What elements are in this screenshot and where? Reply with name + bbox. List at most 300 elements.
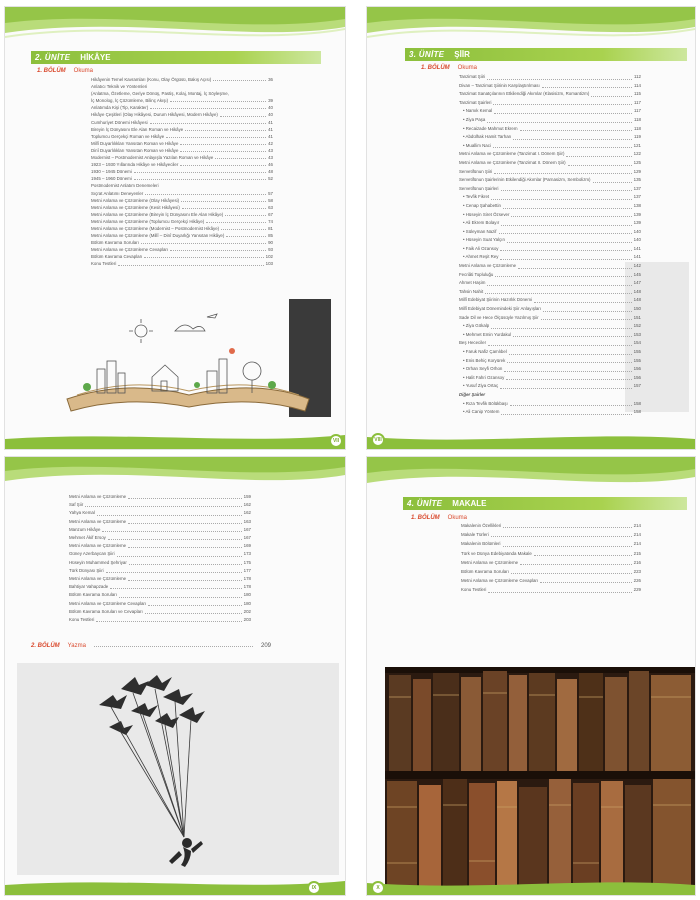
leader-dots [118, 260, 263, 265]
leader-dots [215, 154, 266, 159]
toc-entry [69, 509, 251, 517]
toc-entry-title: • Namık Kemal [463, 107, 492, 116]
toc-entry-title: Makale Türleri [461, 532, 489, 538]
leader-dots [128, 493, 242, 499]
birds-balloon-child-illustration [79, 667, 229, 881]
section-header [37, 68, 93, 74]
toc-entry [459, 245, 641, 254]
unit-header [405, 48, 687, 61]
toc-entry [459, 142, 641, 151]
leader-dots [110, 583, 241, 589]
toc-entry-page: 138 [633, 202, 641, 208]
toc-entry-page: 139 [633, 220, 641, 226]
toc-entry-page: 39 [268, 98, 273, 104]
toc-entry-page: 151 [633, 314, 641, 320]
leader-dots [185, 126, 266, 131]
toc-entry-page: 145 [633, 271, 641, 277]
toc-entry-page: 63 [268, 204, 273, 210]
leader-dots [487, 279, 631, 286]
leader-dots [106, 567, 242, 573]
green-wave-header [367, 7, 695, 53]
toc-entry-title: Modernist – Postmodernist Anlayışla Yazılan Roman ve Hikâye [91, 155, 214, 161]
toc-entry-page: 40 [268, 112, 273, 118]
leader-dots [491, 530, 632, 537]
toc-entry [91, 197, 273, 204]
toc-entry-title: • Ali Canip Yöntem [463, 408, 499, 417]
toc-entry-title: Manzum Hikâye [69, 526, 101, 532]
toc-entry-title: Saf Şiir [69, 502, 84, 508]
toc-entry [459, 400, 641, 409]
toc-entry-title: Bölüm Kavrama Cevapları [91, 254, 143, 260]
toc-entry-page: 114 [634, 82, 641, 88]
leader-dots [180, 140, 266, 145]
leader-dots [543, 305, 632, 312]
toc-entry-page: 216 [633, 559, 641, 565]
toc-entry-page: 67 [268, 211, 273, 217]
leader-dots [206, 218, 266, 223]
toc-entry-page: 125 [633, 159, 641, 165]
toc-entry [69, 608, 251, 616]
toc-entry-page: 137 [633, 185, 641, 191]
toc-entry-page: 202 [243, 608, 251, 614]
toc-entry-title: Servetifünun Şiiri [459, 168, 493, 174]
toc-entry-page: 103 [265, 261, 273, 267]
toc-entry-page: 214 [633, 523, 641, 528]
toc-entry-page: 156 [633, 374, 641, 380]
leader-dots [485, 288, 632, 295]
toc-entry-title: Konu Testleri [91, 261, 117, 267]
page-number: IX [307, 881, 321, 895]
toc-entry-title: Metni Anlama ve Çözümleme Cevapları [91, 247, 169, 253]
toc-entry-page: 40 [268, 105, 273, 111]
toc-entry-page: 167 [243, 535, 251, 541]
section-title: Yazma [67, 643, 86, 649]
toc-entry-title: Tanzimat Şairleri [459, 99, 492, 105]
toc-entry [459, 90, 641, 99]
leader-dots [507, 357, 631, 364]
leader-dots [144, 253, 263, 258]
toc-entry-page: 173 [243, 551, 251, 557]
toc-entry-title: • Mehmet Emin Yurdakul [463, 331, 511, 340]
green-wave-header [5, 7, 345, 53]
toc-entry [459, 408, 641, 417]
toc-entry-title: Beş Hececiler [459, 340, 487, 346]
leader-dots [500, 245, 631, 252]
toc-entry-page: 152 [633, 323, 641, 329]
toc-entry [91, 175, 273, 182]
toc-entry-title: Servetifünun Şairleri [459, 185, 499, 191]
leader-dots [150, 119, 267, 124]
toc-entry-title: Metni Anlama ve Çözümleme (Bireyin İç Dünyasını Ele Alan Hikâye) [91, 211, 224, 217]
leader-dots [117, 550, 242, 556]
toc-entry-title: • Cenap Şahabettin [463, 202, 501, 211]
toc-entry-page: 159 [243, 494, 251, 499]
toc-entry-title: Türk Dünyası Şiiri [69, 567, 104, 573]
leader-dots [494, 168, 631, 175]
toc-entry [91, 154, 273, 161]
leader-dots [593, 176, 632, 183]
toc-entry-page: 177 [243, 567, 251, 573]
toc-entry-page: 93 [268, 247, 273, 253]
toc-entry-page: 129 [633, 168, 641, 174]
toc-entry-title: Konu Testleri [461, 587, 487, 593]
toc-entry [459, 107, 641, 116]
leader-dots [493, 99, 632, 106]
toc-entry-page: 74 [268, 218, 273, 224]
toc-entry [69, 559, 251, 567]
toc-entry-title: Millî Duyarlılıkları Yansıtan Roman ve Hikâye [91, 140, 179, 146]
toc-entry [91, 126, 273, 133]
toc-entry-title: Anlatımda Kişi (Tip, Karakter) [91, 105, 149, 111]
toc-entry [459, 374, 641, 383]
toc-entry-title: Metni Anlama ve Çözümleme Cevapları [69, 600, 147, 606]
toc-entry-page: 180 [243, 600, 251, 606]
toc-entry-title: Bölüm Kavrama Soruları [69, 592, 117, 598]
toc-entry [459, 365, 641, 374]
toc-entry-title: • Hüseyin Suat Yalçın [463, 236, 505, 245]
leader-dots [507, 236, 632, 243]
toc-page-siir [366, 6, 696, 450]
toc-entry-title: Sade Dil ve Hece Ölçüsüyle Yazılmış Şiir [459, 314, 539, 320]
toc-entry-page: 180 [243, 592, 251, 598]
toc-entry-title: Sıçrat Anlatımı Deneyenler [91, 190, 144, 196]
leader-dots [506, 374, 631, 381]
leader-dots [148, 600, 242, 606]
toc-entry-page: 155 [633, 349, 641, 354]
toc-entry-page: 102 [265, 254, 273, 260]
leader-dots [170, 97, 266, 102]
toc-entry-page: 41 [268, 126, 273, 132]
toc-entry [459, 271, 641, 280]
toc-entry-title: Metni Anlama ve Çözümleme [69, 543, 127, 549]
toc-entry-title: Metni Anlama ve Çözümleme (Olay Hikâyesi) [91, 197, 180, 203]
toc-entry [91, 239, 273, 246]
toc-entry-title: • Abdülhak Hamit Tarhan [463, 133, 511, 142]
leader-dots [504, 365, 631, 372]
toc-entry-page: 141 [633, 245, 641, 251]
toc-entry-page: 229 [633, 587, 641, 593]
leader-dots [520, 558, 632, 565]
toc-entry [459, 185, 641, 194]
toc-entry [69, 501, 251, 509]
leader-dots [96, 616, 241, 622]
toc-list [91, 76, 273, 268]
unit-label: 4. ÜNİTE [407, 499, 443, 508]
toc-entry-page: 214 [633, 532, 641, 538]
leader-dots [150, 104, 266, 109]
toc-entry [459, 82, 641, 91]
leader-dots [513, 133, 632, 140]
toc-entry-title: Anlatıcı Teknik ve Yöntemleri [91, 84, 148, 90]
leader-dots [520, 125, 633, 132]
toc-page-hikaye [4, 6, 346, 450]
toc-entry [459, 193, 641, 202]
leader-dots [213, 76, 266, 81]
toc-entry-title: Divan – Tanzimat Şiirinin Karşılaştırılması [459, 82, 540, 88]
leader-dots [108, 534, 242, 540]
toc-entry [459, 279, 641, 288]
leader-dots [145, 190, 266, 195]
toc-entry-page: 41 [268, 133, 273, 139]
toc-entry-title: Makalenin Bölümleri [461, 541, 501, 547]
unit-title: HİKÂYE [80, 53, 111, 62]
leader-dots [180, 147, 266, 152]
leader-dots [500, 253, 631, 260]
toc-entry-page: 137 [633, 194, 641, 200]
toc-entry-title: • Süleyman Nazif [463, 228, 497, 237]
leader-dots [591, 90, 632, 97]
toc-entry [461, 567, 641, 576]
toc-entry [459, 331, 641, 340]
toc-entry-title: • Muallim Naci [463, 142, 491, 151]
toc-entry-title: Dinî Duyarlılıkları Yansıtan Roman ve Hikâye [91, 147, 179, 153]
toc-entry-title: Hikâyenin Temel Kavramları (Konu, Olay Örgüsü, Bakış Açısı) [91, 77, 212, 82]
leader-dots [128, 542, 242, 548]
leader-dots [501, 219, 631, 226]
toc-entry-page: 163 [243, 518, 251, 524]
toc-entry-page: 139 [633, 211, 641, 217]
toc-entry-title: Metni Anlama ve Çözümleme [69, 494, 127, 499]
green-wave-footer [367, 877, 695, 895]
leader-dots [540, 576, 632, 583]
toc-entry [459, 150, 641, 159]
toc-entry [459, 262, 641, 271]
toc-entry-title: Servetifünun Şairlerinin Etkilendiği Akımlar (Parnasizm, Sembolizm) [459, 177, 591, 183]
toc-list [461, 521, 641, 595]
toc-entry-page: 122 [633, 151, 641, 157]
toc-entry-title: • Recaizade Mahmut Ekrem [463, 125, 518, 134]
leader-dots [128, 518, 242, 524]
toc-entry-title: Tanzimat Şiiri [459, 74, 486, 79]
leader-dots [488, 339, 632, 346]
toc-entry [91, 97, 273, 104]
toc-entry [69, 583, 251, 591]
toc-entry [91, 204, 273, 211]
leader-dots [85, 501, 242, 507]
toc-entry [91, 211, 273, 218]
toc-entry [461, 530, 641, 539]
toc-entry-page: 43 [268, 155, 273, 161]
unit-label: 2. ÜNİTE [35, 53, 71, 62]
leader-dots [97, 509, 242, 515]
leader-dots [511, 211, 631, 218]
toc-page-siir-continued [4, 456, 346, 896]
toc-entry-page: 117 [634, 99, 641, 105]
toc-entry [91, 140, 273, 147]
toc-entry-page: 41 [268, 119, 273, 125]
leader-dots [491, 193, 632, 200]
toc-entry-page: 148 [633, 297, 641, 303]
toc-entry [91, 190, 273, 197]
leader-dots [510, 400, 632, 407]
leader-dots [141, 239, 266, 244]
toc-entry [91, 111, 273, 118]
leader-dots [182, 204, 266, 209]
leader-dots [181, 197, 266, 202]
toc-entry [459, 314, 641, 323]
toc-entry-page: 154 [633, 340, 641, 346]
toc-entry [91, 218, 273, 225]
leader-dots [503, 202, 632, 209]
toc-entry-page: 223 [633, 569, 641, 575]
toc-entry [459, 219, 641, 228]
toc-entry-page: 142 [633, 263, 641, 269]
toc-entry [69, 493, 251, 501]
section-title: Okuma [457, 65, 478, 71]
toc-entry [461, 521, 641, 530]
leader-dots [566, 150, 631, 157]
toc-entry-title: Makalenin Özellikleri [461, 523, 502, 528]
toc-list [69, 493, 251, 624]
toc-entry [91, 104, 273, 111]
book-city-illustration [57, 299, 335, 417]
toc-entry-page: 150 [633, 306, 641, 312]
toc-entry [91, 182, 273, 189]
toc-entry [69, 600, 251, 608]
toc-entry-page: 147 [633, 280, 641, 286]
section-header [411, 515, 467, 521]
unit-header [403, 497, 687, 510]
toc-entry-title: Cumhuriyet Dönemi Hikâyesi [91, 119, 148, 125]
green-wave-footer [5, 431, 345, 449]
toc-entry-page: 119 [634, 134, 641, 140]
toc-entry-page: 169 [243, 543, 251, 549]
section-header [421, 65, 477, 71]
toc-entry [459, 305, 641, 314]
toc-entry [91, 232, 273, 239]
leader-dots [488, 585, 631, 592]
toc-entry [461, 558, 641, 567]
toc-entry [459, 99, 641, 108]
toc-entry [461, 585, 641, 594]
leader-dots [170, 246, 266, 251]
toc-entry [459, 211, 641, 220]
toc-entry [69, 550, 251, 558]
toc-entry-title: • Hüseyin Siret Özsever [463, 211, 509, 220]
toc-entry-title: • Halit Fahri Ozansoy [463, 374, 504, 383]
toc-entry-title: Metni Anlama ve Çözümleme (Modernist – Postmodernist Hikâye) [91, 225, 220, 231]
toc-entry-title: • Faik Ali Ozansoy [463, 245, 498, 254]
toc-entry-title: Mehmet Âkif Ersoy [69, 535, 106, 541]
toc-entry-title: Postmodernist Anlatım Denemeleri [91, 183, 159, 189]
toc-entry [91, 83, 273, 90]
toc-entry [461, 549, 641, 558]
leader-dots [129, 559, 242, 565]
toc-entry-page: 162 [243, 502, 251, 508]
toc-entry-title: Konu Testleri [69, 617, 95, 623]
toc-entry [461, 576, 641, 585]
unit-label: 3. ÜNİTE [409, 50, 445, 59]
toc-entry [459, 339, 641, 348]
toc-entry-page: 148 [633, 288, 641, 294]
toc-entry-page: 58 [268, 197, 273, 203]
leader-dots [493, 142, 632, 149]
toc-entry-title: Ahmet Haşim [459, 280, 486, 286]
leader-dots [534, 296, 632, 303]
toc-entry-page: 167 [243, 526, 251, 532]
page-number: VII [329, 434, 343, 448]
toc-entry-title: 1945 – 1960 Dönemi [91, 176, 132, 182]
leader-dots [501, 185, 632, 192]
leader-dots [503, 539, 632, 546]
toc-entry [459, 176, 641, 185]
toc-entry-title: Metni Anlama ve Çözümleme [461, 559, 519, 565]
toc-entry-page: 140 [633, 228, 641, 234]
toc-list [459, 73, 641, 417]
toc-entry-page: 52 [268, 176, 273, 182]
toc-entry-title: (Anlatma, Özetleme, Geriye Dönüş, Pastiş, Kolaj, Montaj, İç Söyleşme, [91, 91, 229, 97]
toc-entry [69, 542, 251, 550]
toc-entry-page: 156 [633, 366, 641, 372]
toc-entry-page: 115 [634, 91, 641, 97]
toc-entry-title: • Ahmet Reşit Rey [463, 253, 498, 262]
toc-entry [461, 539, 641, 548]
toc-entry [91, 246, 273, 253]
toc-entry-page: 57 [268, 190, 273, 196]
toc-entry [91, 76, 273, 83]
toc-entry [69, 575, 251, 583]
toc-entry [459, 202, 641, 211]
toc-entry-title: 1930 – 1945 Dönemi [91, 169, 132, 175]
section-title: Okuma [73, 68, 94, 74]
leader-dots [494, 107, 632, 114]
toc-entry-title: Metni Anlama ve Çözümleme [69, 518, 127, 524]
toc-entry-title: Bölüm Kavrama Soruları [91, 240, 139, 246]
leader-dots [518, 262, 632, 269]
toc-entry-title: 1923 – 1930 Yıllarında Hikâye ve Hikâyeciler [91, 162, 179, 168]
unit-title: MAKALE [452, 499, 487, 508]
toc-entry [69, 526, 251, 534]
toc-entry [459, 159, 641, 168]
toc-entry [459, 116, 641, 125]
unit-header [31, 51, 321, 64]
toc-entry [459, 228, 641, 237]
toc-entry-title: Bireyin İç Dünyasını Ele Alan Roman ve Hikâye [91, 126, 184, 132]
leader-dots [513, 331, 632, 338]
toc-entry [69, 534, 251, 542]
toc-entry-page: 112 [634, 74, 641, 79]
toc-entry [91, 161, 273, 168]
toc-entry [459, 288, 641, 297]
toc-entry [459, 253, 641, 262]
toc-entry [459, 296, 641, 305]
toc-entry-page: 178 [243, 584, 251, 590]
toc-entry [459, 322, 641, 331]
toc-entry-page: 117 [634, 108, 641, 114]
toc-entry-page: 85 [268, 233, 273, 239]
leader-dots [501, 408, 631, 415]
green-wave-footer [367, 431, 695, 449]
toc-entry [91, 168, 273, 175]
toc-entry-page: 36 [268, 77, 273, 82]
leader-dots [509, 348, 632, 355]
toc-entry [91, 119, 273, 126]
toc-entry-title: Yahya Kemal [69, 510, 95, 516]
toc-entry-title: • Tevfik Fikret [463, 193, 489, 202]
toc-entry-title: • Rıza Tevfik Bölükbaşı [463, 400, 508, 409]
toc-page-makale [366, 456, 696, 896]
toc-entry-page: 42 [268, 140, 273, 146]
toc-entry [459, 348, 641, 357]
toc-entry-title: Metni Anlama ve Çözümleme [459, 263, 517, 269]
toc-entry-title: Bölüm Kavrama Soruları ve Cevapları [69, 608, 143, 614]
toc-entry-title: • Yusuf Ziya Ortaç [463, 382, 498, 391]
toc-entry-title: Hüseyin Muhammed Şehriyar [69, 559, 127, 565]
toc-entry [91, 147, 273, 154]
toc-entry [459, 73, 641, 82]
toc-entry [459, 168, 641, 177]
toc-entry [91, 225, 273, 232]
